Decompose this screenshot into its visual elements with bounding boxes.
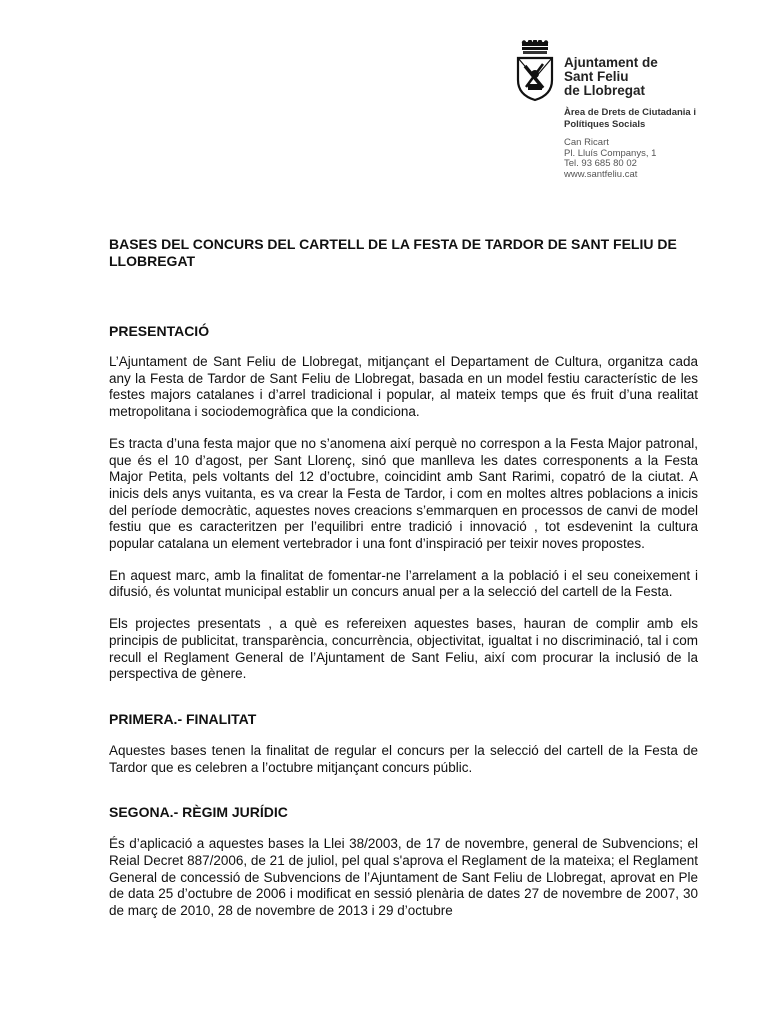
- section-heading-presentacio: PRESENTACIÓ: [109, 323, 210, 339]
- section-heading-segona: SEGONA.- RÈGIM JURÍDIC: [109, 804, 288, 821]
- contact-building: Can Ricart: [564, 137, 609, 148]
- municipal-crest-icon: [516, 40, 554, 102]
- org-name-line-2: Sant Feliu: [564, 69, 629, 84]
- paragraph-presentacio-1: L’Ajuntament de Sant Feliu de Llobregat, mitjançant el Departament de Cultura, organitza cada any la Festa de Tardor de Sant Feliu de Llobregat, basada en un model festiu característic de les festes majors catalanes i d’arrel tradicional i popular, al mateix temps que és fruit d’una realitat metropolitana i sociodemogràfica que la condiciona.: [109, 354, 698, 420]
- document-body: [109, 236, 698, 920]
- paragraph-presentacio-2: Es tracta d’una festa major que no s’anomena així perquè no correspon a la Festa Major patronal, que és el 10 d’agost, per Sant Llorenç, sinó que manlleva les dates corresponents a la Festa Major Petita, pels voltants del 12 d’octubre, coincidint amb Sant Rarimi, copatró de la ciutat. A inicis dels anys vuitanta, es va crear la Festa de Tardor, i com en moltes altres poblacions a inicis del període democràtic, aquestes noves creacions s’emmarquen en processos de canvi de model festiu que es caracteritzen per l’equilibri entre tradició i innovació , tot esdevenint la cultura popular catalana un element vertebrador i una font d’inspiració per teixir noves propostes.: [109, 435, 698, 552]
- organization-name: [564, 56, 754, 98]
- paragraph-primera: Aquestes bases tenen la finalitat de regular el concurs per la selecció del cartell de la Festa de Tardor que es celebren a l’octubre mitjançant concurs públic.: [109, 742, 698, 775]
- document-title: BASES DEL CONCURS DEL CARTELL DE LA FESTA DE TARDOR DE SANT FELIU DE LLOBREGAT: [109, 236, 677, 269]
- paragraph-presentacio-4: Els projectes presentats , a què es refereixen aquestes bases, hauran de complir amb els principis de publicitat, transparència, concurrència, objectivitat, igualtat i no discriminació, tal i com recull el Reglament General de l’Ajuntament de Sant Feliu, així com procurar la inclusió de la perspectiva de gènere.: [109, 616, 698, 682]
- department-area: [564, 107, 754, 131]
- contact-website: www.santfeliu.cat: [564, 168, 638, 180]
- org-name-line-1: Ajuntament de: [564, 55, 658, 70]
- section-heading-primera: PRIMERA.- FINALITAT: [109, 710, 257, 727]
- org-name-line-3: de Llobregat: [564, 83, 646, 98]
- paragraph-presentacio-3: En aquest marc, amb la finalitat de fomentar-ne l’arrelament a la població i el seu coneixement i difusió, és voluntat municipal establir un concurs anual per a la selecció del cartell de la Festa.: [109, 567, 698, 600]
- area-line-1: Àrea de Drets de Ciutadania i: [564, 107, 696, 118]
- contact-info: [564, 138, 754, 180]
- area-line-2: Polítiques Socials: [564, 119, 646, 130]
- paragraph-segona: És d’aplicació a aquestes bases la Llei 38/2003, de 17 de novembre, general de Subvencions; el Reial Decret 887/2006, de 21 de juliol, pel qual s'aprova el Reglament de la mateixa; el Reglament General de concessió de Subvencions de l’Ajuntament de Sant Feliu de Llobregat, aprovat en Ple de data 25 d’octubre de 2006 i modificat en sessió plenària de dates 27 de novembre de 2007, 30 de març de 2010, 28 de novembre de 2013 i 29 d’octubre: [109, 836, 698, 919]
- contact-address: Pl. Lluís Companys, 1: [564, 147, 657, 159]
- contact-phone: Tel. 93 685 80 02: [564, 158, 637, 170]
